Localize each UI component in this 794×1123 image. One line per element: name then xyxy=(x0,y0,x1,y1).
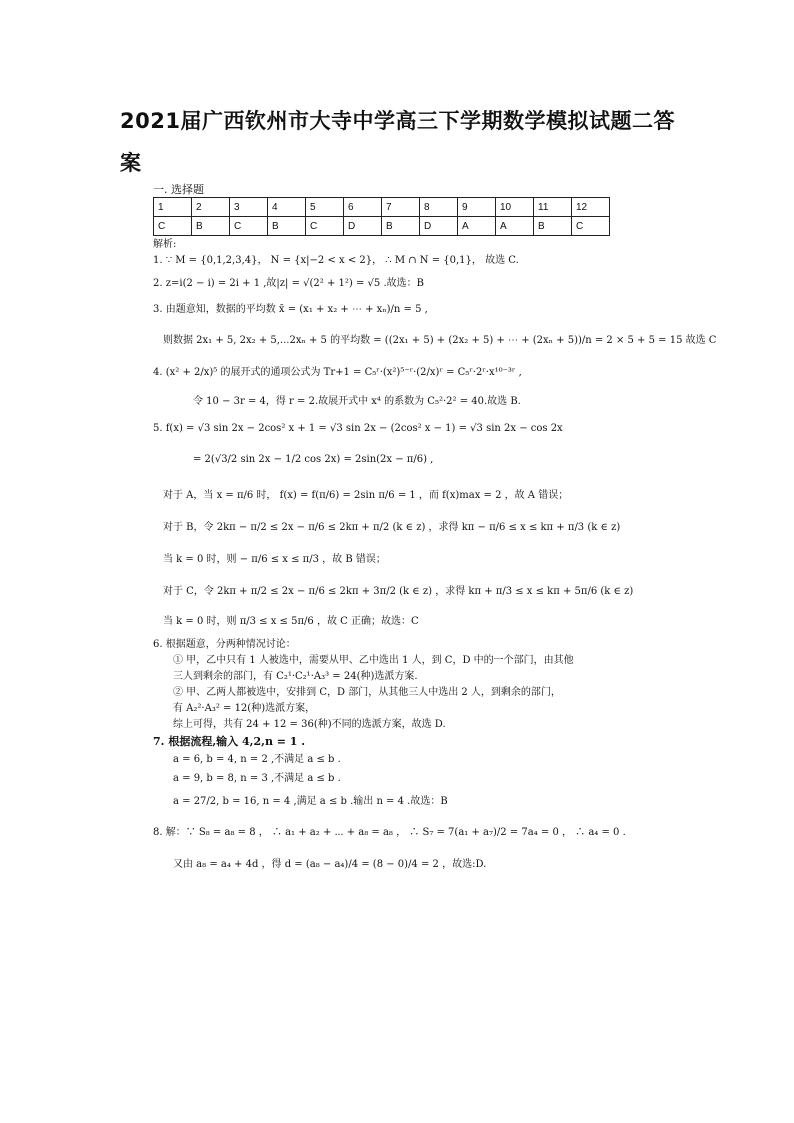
question-number-cell: 5 xyxy=(306,198,344,217)
solution-q5-line1: 5. f(x) = √3 sin 2x − 2cos² x + 1 = √3 sin 2x − (2cos² x − 1) = √3 sin 2x − cos 2x xyxy=(153,423,563,434)
solution-q7-line2: a = 6, b = 4, n = 2 ,不满足 a ≤ b . xyxy=(173,754,341,765)
solution-q5-line6: 对于 C，令 2kπ + π/2 ≤ 2x − π/6 ≤ 2kπ + 3π/2 (k ∈ z) ，求得 kπ + π/3 ≤ x ≤ kπ + 5π/6 (k ∈ z) xyxy=(163,586,634,597)
solution-q8-line1: 8. 解：∵ S₈ = a₈ = 8 ， ∴ a₁ + a₂ + ⋯ + a₈ = a₈ ， ∴ S₇ = 7(a₁ + a₇)/2 = 7a₄ = 0 ， ∴ a₄ = 0 . xyxy=(153,827,626,838)
solution-q6-line6: 综上可得，共有 24 + 12 = 36(种)不同的选派方案，故选 D. xyxy=(173,719,446,730)
solution-q1: 1. ∵ M = {0,1,2,3,4}， N = {x|−2 < x < 2}， ∴ M ∩ N = {0,1}， 故选 C. xyxy=(153,255,519,266)
question-number-cell: 9 xyxy=(458,198,496,217)
solution-q6-line3: 三人到剩余的部门，有 C₂¹·C₂¹·A₃³ = 24(种)选派方案. xyxy=(173,671,418,682)
solution-q7-line3: a = 9, b = 8, n = 3 ,不满足 a ≤ b . xyxy=(173,773,341,784)
question-number-cell: 4 xyxy=(268,198,306,217)
solution-q6-line1: 6. 根据题意，分两种情况讨论： xyxy=(153,639,296,650)
question-number-cell: 12 xyxy=(572,198,610,217)
solution-q3-line2: 则数据 2x₁ + 5, 2x₂ + 5,...2xₙ + 5 的平均数 = ((2x₁ + 5) + (2x₂ + 5) + ⋯ + (2xₙ + 5))/n = 2 × 5 + 5 = 15 故选 C xyxy=(163,335,717,346)
section-label: 一. 选择题 xyxy=(153,183,204,196)
solution-q6-line4: ② 甲、乙两人都被选中，安排到 C，D 部门，从其他三人中选出 2 人，到剩余的部门， xyxy=(173,687,561,698)
answer-table xyxy=(153,197,610,236)
question-number-cell: 11 xyxy=(534,198,572,217)
solution-q5-line2: = 2(√3/2 sin 2x − 1/2 cos 2x) = 2sin(2x − π/6) , xyxy=(193,454,434,465)
page-title: 2021届广西钦州市大寺中学高三下学期数学模拟试题二答案 xyxy=(120,109,675,175)
question-number-cell: 8 xyxy=(420,198,458,217)
answer-cell: A xyxy=(496,217,534,236)
solution-q6-line2: ① 甲，乙中只有 1 人被选中，需要从甲、乙中选出 1 人，到 C，D 中的一个部门，由其他 xyxy=(173,655,574,666)
answer-cell: C xyxy=(230,217,268,236)
answer-cell: B xyxy=(268,217,306,236)
answer-cell: B xyxy=(192,217,230,236)
answer-cell: C xyxy=(306,217,344,236)
solution-q5-line7: 当 k = 0 时，则 π/3 ≤ x ≤ 5π/6 ，故 C 正确；故选：C xyxy=(163,616,419,627)
answer-cell: D xyxy=(420,217,458,236)
solution-q6-line5: 有 A₂²·A₃² = 12(种)选派方案， xyxy=(173,703,316,714)
solutions-header: 解析: xyxy=(153,239,177,250)
solution-q7-line4: a = 27/2, b = 16, n = 4 ,满足 a ≤ b .输出 n = 4 .故选：B xyxy=(173,796,448,807)
solution-q8-line2: 又由 a₈ = a₄ + 4d ，得 d = (a₈ − a₄)/4 = (8 − 0)/4 = 2 ，故选:D. xyxy=(173,859,487,870)
question-number-cell: 6 xyxy=(344,198,382,217)
answer-cell: C xyxy=(154,217,192,236)
answer-cell: C xyxy=(572,217,610,236)
solution-q5-line3: 对于 A，当 x = π/6 时， f(x) = f(π/6) = 2sin π/6 = 1 ，而 f(x)max = 2 ，故 A 错误； xyxy=(163,490,569,501)
solution-q7-line1: 7. 根据流程,输入 4,2,n = 1 . xyxy=(153,735,306,748)
answer-cell: D xyxy=(344,217,382,236)
answer-cell: A xyxy=(458,217,496,236)
answer-table-number-row xyxy=(154,198,610,217)
solution-q5-line5: 当 k = 0 时，则 − π/6 ≤ x ≤ π/3 ，故 B 错误； xyxy=(163,554,386,565)
answer-table-answer-row xyxy=(154,217,610,236)
question-number-cell: 3 xyxy=(230,198,268,217)
question-number-cell: 2 xyxy=(192,198,230,217)
solution-q3-line1: 3. 由题意知，数据的平均数 x̄ = (x₁ + x₂ + ⋯ + xₙ)/n = 5 , xyxy=(153,304,428,315)
answer-cell: B xyxy=(534,217,572,236)
question-number-cell: 7 xyxy=(382,198,420,217)
solution-q4-line1: 4. (x² + 2/x)⁵ 的展开式的通项公式为 Tr+1 = C₅ʳ·(x²)⁵⁻ʳ·(2/x)ʳ = C₅ʳ·2ʳ·x¹⁰⁻³ʳ , xyxy=(153,367,522,378)
question-number-cell: 10 xyxy=(496,198,534,217)
answer-cell: B xyxy=(382,217,420,236)
solution-q5-line4: 对于 B，令 2kπ − π/2 ≤ 2x − π/6 ≤ 2kπ + π/2 (k ∈ z) ，求得 kπ − π/6 ≤ x ≤ kπ + π/3 (k ∈ z) xyxy=(163,522,621,533)
solution-q4-line2: 令 10 − 3r = 4，得 r = 2.故展开式中 x⁴ 的系数为 C₅²·2² = 40.故选 B. xyxy=(193,396,521,407)
question-number-cell: 1 xyxy=(154,198,192,217)
solution-q2: 2. z=i(2 − i) = 2i + 1 ,故|z| = √(2² + 1²) = √5 .故选：B xyxy=(153,278,424,289)
